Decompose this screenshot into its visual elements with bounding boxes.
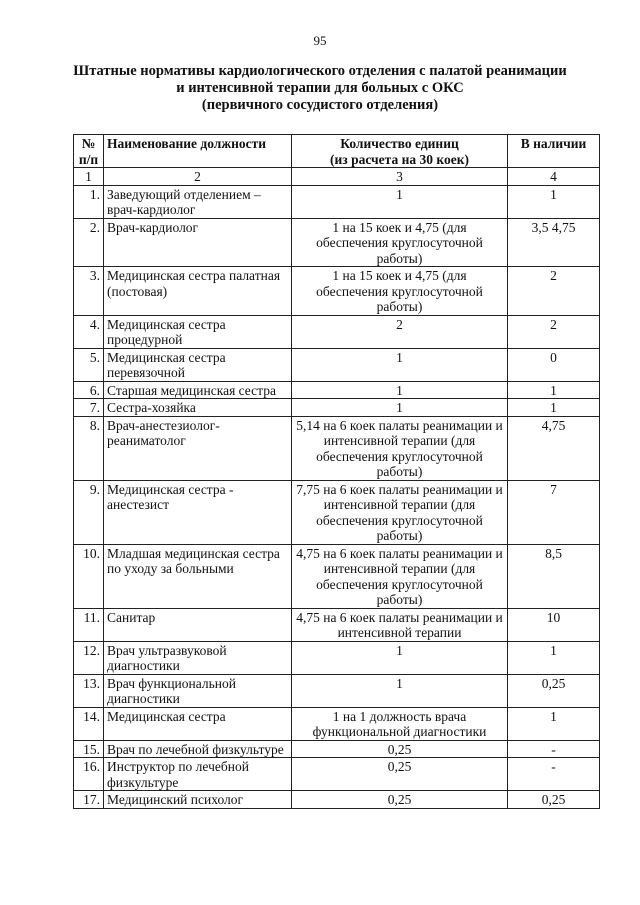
row-position-name: Медицинская сестра <box>104 707 292 740</box>
table-row <box>74 267 600 316</box>
table-row <box>74 674 600 707</box>
row-quantity: 1 <box>292 641 508 674</box>
row-number: 2. <box>74 218 104 267</box>
table-row <box>74 707 600 740</box>
header-available: В наличии <box>508 135 600 168</box>
index-cell: 4 <box>508 168 600 186</box>
row-number: 8. <box>74 416 104 480</box>
row-position-name: Медицинская сестра палатная (постовая) <box>104 267 292 316</box>
index-cell: 3 <box>292 168 508 186</box>
row-quantity: 0,25 <box>292 740 508 758</box>
row-number: 11. <box>74 608 104 641</box>
row-number: 5. <box>74 348 104 381</box>
row-number: 10. <box>74 544 104 608</box>
row-quantity: 4,75 на 6 коек палаты реанимации и интенсивной терапии <box>292 608 508 641</box>
table-row <box>74 641 600 674</box>
row-quantity: 1 на 15 коек и 4,75 (для обеспечения круглосуточной работы) <box>292 267 508 316</box>
row-quantity: 0,25 <box>292 791 508 809</box>
row-quantity: 1 <box>292 348 508 381</box>
row-available: 1 <box>508 707 600 740</box>
row-quantity: 7,75 на 6 коек палаты реанимации и интенсивной терапии (для обеспечения круглосуточной работы) <box>292 480 508 544</box>
row-available: 4,75 <box>508 416 600 480</box>
staffing-table <box>73 134 600 809</box>
row-quantity: 4,75 на 6 коек палаты реанимации и интенсивной терапии (для обеспечения круглосуточной работы) <box>292 544 508 608</box>
table-row <box>74 348 600 381</box>
row-quantity: 0,25 <box>292 758 508 791</box>
row-number: 6. <box>74 381 104 399</box>
row-number: 14. <box>74 707 104 740</box>
table-row <box>74 185 600 218</box>
row-quantity: 1 <box>292 674 508 707</box>
row-available: 0 <box>508 348 600 381</box>
row-position-name: Медицинская сестра процедурной <box>104 315 292 348</box>
row-quantity: 5,14 на 6 коек палаты реанимации и интенсивной терапии (для обеспечения круглосуточной работы) <box>292 416 508 480</box>
table-row <box>74 758 600 791</box>
row-quantity: 1 на 15 коек и 4,75 (для обеспечения круглосуточной работы) <box>292 218 508 267</box>
table-row <box>74 315 600 348</box>
row-available: 1 <box>508 185 600 218</box>
table-row <box>74 544 600 608</box>
row-available: 0,25 <box>508 791 600 809</box>
row-position-name: Младшая медицинская сестра по уходу за больными <box>104 544 292 608</box>
table-row <box>74 416 600 480</box>
row-position-name: Медицинская сестра перевязочной <box>104 348 292 381</box>
row-position-name: Инструктор по лечебной физкультуре <box>104 758 292 791</box>
header-quantity: Количество единиц (из расчета на 30 коек) <box>292 135 508 168</box>
row-position-name: Медицинская сестра - анестезист <box>104 480 292 544</box>
row-available: 3,5 4,75 <box>508 218 600 267</box>
row-position-name: Старшая медицинская сестра <box>104 381 292 399</box>
row-available: 0,25 <box>508 674 600 707</box>
row-position-name: Врач функциональной диагностики <box>104 674 292 707</box>
table-row <box>74 608 600 641</box>
table-row <box>74 218 600 267</box>
row-position-name: Врач-анестезиолог-реаниматолог <box>104 416 292 480</box>
row-number: 16. <box>74 758 104 791</box>
row-available: 1 <box>508 381 600 399</box>
table-row <box>74 381 600 399</box>
row-quantity: 1 <box>292 399 508 417</box>
table-row <box>74 399 600 417</box>
row-number: 4. <box>74 315 104 348</box>
row-available: 2 <box>508 267 600 316</box>
title-line-3: (первичного сосудистого отделения) <box>201 97 439 113</box>
row-available: 8,5 <box>508 544 600 608</box>
row-quantity: 1 <box>292 381 508 399</box>
table-row <box>74 791 600 809</box>
row-quantity: 2 <box>292 315 508 348</box>
row-number: 15. <box>74 740 104 758</box>
row-position-name: Сестра-хозяйка <box>104 399 292 417</box>
index-cell: 1 <box>74 168 104 186</box>
row-number: 13. <box>74 674 104 707</box>
row-available: 7 <box>508 480 600 544</box>
index-cell: 2 <box>104 168 292 186</box>
document-title <box>40 63 600 114</box>
row-available: 2 <box>508 315 600 348</box>
table-index-row <box>74 168 600 186</box>
header-position-name: Наименование должности <box>104 135 292 168</box>
row-number: 12. <box>74 641 104 674</box>
row-number: 7. <box>74 399 104 417</box>
header-number: № п/п <box>74 135 104 168</box>
row-available: - <box>508 740 600 758</box>
table-row <box>74 740 600 758</box>
row-position-name: Заведующий отделением – врач-кардиолог <box>104 185 292 218</box>
row-position-name: Медицинский психолог <box>104 791 292 809</box>
title-line-2: и интенсивной терапии для больных с ОКС <box>176 80 464 96</box>
row-number: 9. <box>74 480 104 544</box>
row-position-name: Врач по лечебной физкультуре <box>104 740 292 758</box>
row-position-name: Врач-кардиолог <box>104 218 292 267</box>
row-available: 1 <box>508 641 600 674</box>
row-position-name: Врач ультразвуковой диагностики <box>104 641 292 674</box>
title-line-1: Штатные нормативы кардиологического отделения с палатой реанимации <box>73 63 567 79</box>
row-number: 3. <box>74 267 104 316</box>
row-available: 1 <box>508 399 600 417</box>
row-number: 1. <box>74 185 104 218</box>
row-available: - <box>508 758 600 791</box>
page-number: 95 <box>313 33 327 48</box>
row-available: 10 <box>508 608 600 641</box>
table-row <box>74 480 600 544</box>
table-header-row <box>74 135 600 168</box>
row-position-name: Санитар <box>104 608 292 641</box>
table-body <box>74 185 600 808</box>
row-quantity: 1 <box>292 185 508 218</box>
row-number: 17. <box>74 791 104 809</box>
row-quantity: 1 на 1 должность врача функциональной диагностики <box>292 707 508 740</box>
